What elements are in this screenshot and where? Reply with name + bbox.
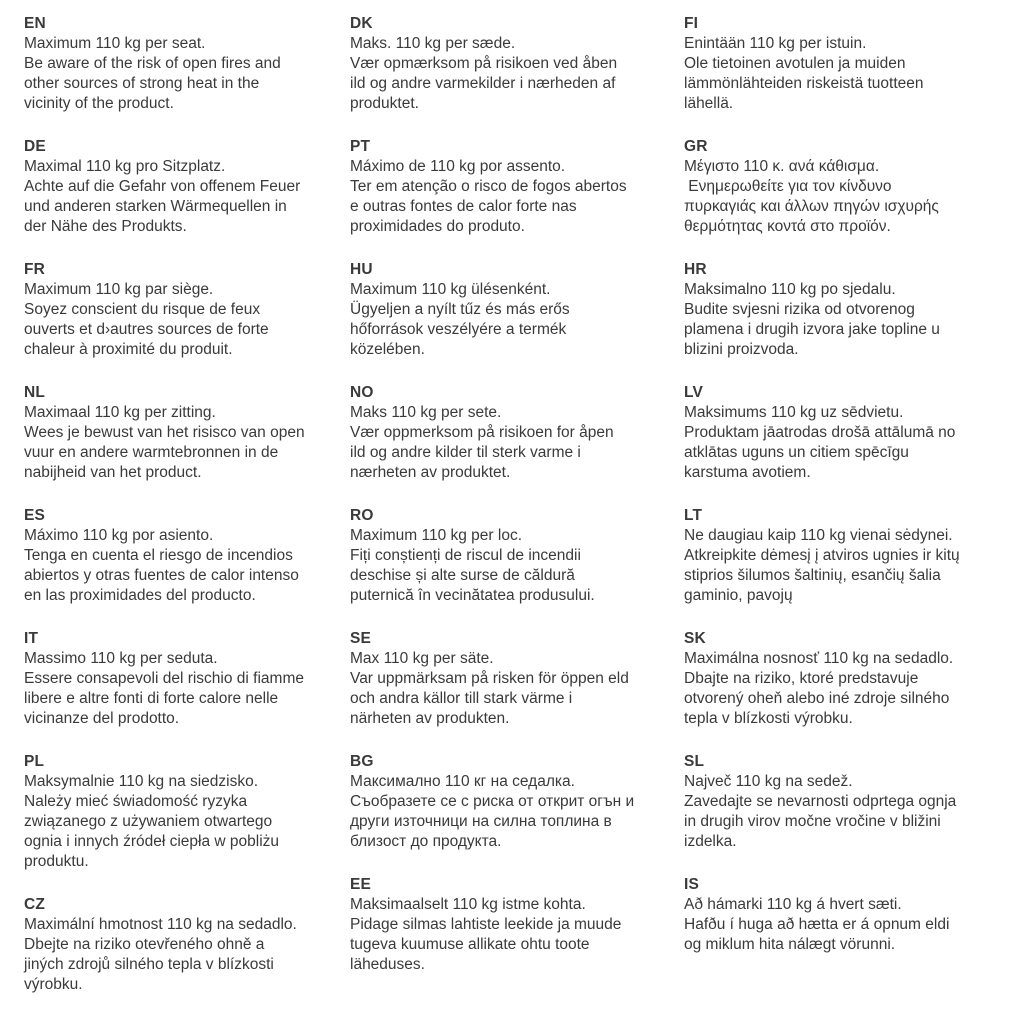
- language-code-label: NO: [350, 384, 374, 401]
- notice-text-line: Maximum 110 kg par siège.: [24, 281, 214, 298]
- language-code-label: HR: [684, 261, 707, 278]
- notice-text-line: Soyez conscient du risque de feux: [24, 301, 261, 318]
- language-block-pl: [24, 752, 350, 872]
- notice-text-line: Budite svjesni rizika od otvorenog: [684, 301, 915, 318]
- notice-text-line: Fiți conștienți de riscul de incendii: [350, 547, 581, 564]
- notice-text-line: ouverts et d›autres sources de forte: [24, 321, 269, 338]
- language-code-label: EN: [24, 15, 46, 32]
- notice-text-line: e outras fontes de calor forte nas: [350, 198, 577, 215]
- language-block-nl: [24, 383, 350, 483]
- notice-text-line: plamena i drugih izvora jake topline u: [684, 321, 940, 338]
- language-code-label: ES: [24, 507, 46, 524]
- notice-text-line: Maximal 110 kg pro Sitzplatz.: [24, 158, 226, 175]
- language-code-label: EE: [350, 876, 372, 893]
- language-code-label: PT: [350, 138, 371, 155]
- notice-text-line: produktet.: [350, 95, 419, 112]
- notice-text-line: tugeva kuumuse allikate ohtu toote: [350, 936, 590, 953]
- language-block-de: [24, 137, 350, 237]
- notice-text-line: Wees je bewust van het risisco van open: [24, 424, 305, 441]
- language-code-label: HU: [350, 261, 373, 278]
- notice-text-line: blizini proizvoda.: [684, 341, 799, 358]
- notice-text-line: vicinity of the product.: [24, 95, 174, 112]
- notice-text-line: Maks. 110 kg per sæde.: [350, 35, 516, 52]
- notice-text-line: Ole tietoinen avotulen ja muiden: [684, 55, 906, 72]
- notice-text-line: der Nähe des Produkts.: [24, 218, 187, 235]
- notice-text-line: other sources of strong heat in the: [24, 75, 260, 92]
- language-block-gr: [684, 137, 1024, 237]
- notice-text-line: Maksimalno 110 kg po sjedalu.: [684, 281, 896, 298]
- language-code-label: LV: [684, 384, 704, 401]
- text-column-1: [24, 14, 350, 1018]
- notice-text-line: Be aware of the risk of open fires and: [24, 55, 281, 72]
- notice-text-line: Съобразете се с риска от открит огън и: [350, 793, 635, 810]
- language-block-se: [350, 629, 684, 729]
- notice-text-line: Μέγιστο 110 κ. ανά κάθισμα.: [684, 158, 880, 175]
- notice-text-line: läheduses.: [350, 956, 425, 973]
- notice-text-line: Maksimaalselt 110 kg istme kohta.: [350, 896, 586, 913]
- notice-text-line: en las proximidades del producto.: [24, 587, 256, 604]
- language-block-en: [24, 14, 350, 114]
- notice-text-line: Maximálna nosnosť 110 kg na sedadlo.: [684, 650, 954, 667]
- notice-text-line: Maximální hmotnost 110 kg na sedadlo.: [24, 916, 297, 933]
- notice-text-line: výrobku.: [24, 976, 83, 993]
- notice-text-line: Maksymalnie 110 kg na siedzisko.: [24, 773, 259, 790]
- notice-text-line: jiných zdrojů silného tepla v blízkosti: [24, 956, 274, 973]
- notice-text-line: Essere consapevoli del rischio di fiamme: [24, 670, 304, 687]
- notice-text-line: Vær oppmerksom på risikoen for åpen: [350, 424, 614, 441]
- notice-text-line: nærheten av produktet.: [350, 464, 511, 481]
- notice-text-line: abiertos y otras fuentes de calor intenso: [24, 567, 299, 584]
- notice-text-line: ild og andre kilder til sterk varme i: [350, 444, 581, 461]
- language-code-label: DK: [350, 15, 373, 32]
- notice-text-line: tepla v blízkosti výrobku.: [684, 710, 853, 727]
- notice-text-line: Massimo 110 kg per seduta.: [24, 650, 218, 667]
- language-code-label: PL: [24, 753, 45, 770]
- language-block-fi: [684, 14, 1024, 114]
- notice-text-line: gaminio, pavojų: [684, 587, 793, 604]
- notice-text-line: libere e altre fonti di forte calore nelle: [24, 690, 279, 707]
- notice-text-line: Pidage silmas lahtiste leekide ja muude: [350, 916, 622, 933]
- notice-text-line: ognia i innych źródeł ciepła w pobliżu: [24, 833, 280, 850]
- notice-text-line: vicinanze del prodotto.: [24, 710, 180, 727]
- notice-text-line: lämmönlähteiden riskeistä tuotteen: [684, 75, 924, 92]
- notice-text-line: deschise și alte surse de căldură: [350, 567, 575, 584]
- notice-text-line: Máximo de 110 kg por assento.: [350, 158, 566, 175]
- language-code-label: LT: [684, 507, 703, 524]
- notice-text-line: karstuma avotiem.: [684, 464, 811, 481]
- notice-text-line: og miklum hita nálægt vörunni.: [684, 936, 896, 953]
- language-block-hu: [350, 260, 684, 360]
- notice-text-line: Maximum 110 kg per loc.: [350, 527, 522, 544]
- language-block-hr: [684, 260, 1024, 360]
- notice-text-line: θερμότητας κοντά στο προϊόν.: [684, 218, 891, 235]
- notice-text-line: nabijheid van het product.: [24, 464, 202, 481]
- notice-text-line: πυρκαγιάς και άλλων πηγών ισχυρής: [684, 198, 939, 215]
- notice-text-line: och andra källor till stark värme i: [350, 690, 573, 707]
- notice-text-line: chaleur à proximité du produit.: [24, 341, 233, 358]
- notice-text-line: közelében.: [350, 341, 425, 358]
- notice-text-line: Ügyeljen a nyílt tűz és más erős: [350, 301, 570, 318]
- language-code-label: BG: [350, 753, 374, 770]
- notice-text-line: stiprios šilumos šaltinių, esančių šalia: [684, 567, 941, 584]
- language-block-bg: [350, 752, 684, 852]
- notice-text-line: produktu.: [24, 853, 89, 870]
- language-block-lt: [684, 506, 1024, 606]
- notice-text-line: puternică în vecinătatea produsului.: [350, 587, 595, 604]
- notice-text-line: Var uppmärksam på risken för öppen eld: [350, 670, 629, 687]
- notice-text-line: izdelka.: [684, 833, 737, 850]
- notice-text-line: Dbejte na riziko otevřeného ohně a: [24, 936, 265, 953]
- notice-text-line: Максимално 110 кг на седалка.: [350, 773, 575, 790]
- text-column-3: [684, 14, 1024, 978]
- language-block-dk: [350, 14, 684, 114]
- notice-text-line: Achte auf die Gefahr von offenem Feuer: [24, 178, 301, 195]
- notice-text-line: Zavedajte se nevarnosti odprtega ognja: [684, 793, 957, 810]
- language-block-sl: [684, 752, 1024, 852]
- text-column-2: [350, 14, 684, 998]
- notice-text-line: Maximum 110 kg per seat.: [24, 35, 206, 52]
- notice-text-line: närheten av produkten.: [350, 710, 510, 727]
- notice-text-line: Maximaal 110 kg per zitting.: [24, 404, 216, 421]
- language-block-es: [24, 506, 350, 606]
- language-block-pt: [350, 137, 684, 237]
- language-code-label: FR: [24, 261, 46, 278]
- notice-text-line: Dbajte na riziko, ktoré predstavuje: [684, 670, 919, 687]
- notice-text-line: Należy mieć świadomość ryzyka: [24, 793, 248, 810]
- notice-text-line: Maks 110 kg per sete.: [350, 404, 502, 421]
- notice-text-line: Enintään 110 kg per istuin.: [684, 35, 867, 52]
- language-code-label: IT: [24, 630, 39, 647]
- notice-text-line: proximidades do produto.: [350, 218, 525, 235]
- notice-text-line: in drugih virov močne vročine v bližini: [684, 813, 941, 830]
- notice-text-line: Maksimums 110 kg uz sēdvietu.: [684, 404, 904, 421]
- notice-text-line: Ne daugiau kaip 110 kg vienai sėdynei.: [684, 527, 953, 544]
- language-code-label: DE: [24, 138, 46, 155]
- notice-text-line: Vær opmærksom på risikoen ved åben: [350, 55, 618, 72]
- notice-text-line: Máximo 110 kg por asiento.: [24, 527, 214, 544]
- notice-text-line: Max 110 kg per säte.: [350, 650, 494, 667]
- notice-text-line: Tenga en cuenta el riesgo de incendios: [24, 547, 293, 564]
- language-code-label: RO: [350, 507, 374, 524]
- notice-text-line: близост до продукта.: [350, 833, 502, 850]
- notice-text-line: Maximum 110 kg ülésenként.: [350, 281, 551, 298]
- language-code-label: CZ: [24, 896, 46, 913]
- notice-text-line: otvorený oheň alebo iné zdroje silného: [684, 690, 950, 707]
- language-block-fr: [24, 260, 350, 360]
- language-block-ee: [350, 875, 684, 975]
- notice-text-line: lähellä.: [684, 95, 734, 112]
- notice-text-line: Atkreipkite dėmesį į atviros ugnies ir kitų: [684, 547, 960, 564]
- notice-text-line: und anderen starken Wärmequellen in: [24, 198, 287, 215]
- notice-text-line: atklātas uguns un citiem spēcīgu: [684, 444, 909, 461]
- language-block-ro: [350, 506, 684, 606]
- notice-text-line: Produktam jāatrodas drošā attālumā no: [684, 424, 956, 441]
- language-block-lv: [684, 383, 1024, 483]
- language-block-is: [684, 875, 1024, 955]
- notice-text-line: Največ 110 kg na sedež.: [684, 773, 853, 790]
- notice-text-line: hőforrások veszélyére a termék: [350, 321, 567, 338]
- notice-text-line: ild og andre varmekilder i nærheden af: [350, 75, 616, 92]
- notice-text-line: Ενημερωθείτε για τον κίνδυνο: [684, 178, 892, 195]
- notice-text-line: związanego z używaniem otwartego: [24, 813, 273, 830]
- language-code-label: SK: [684, 630, 706, 647]
- language-block-cz: [24, 895, 350, 995]
- language-code-label: NL: [24, 384, 46, 401]
- language-code-label: SE: [350, 630, 372, 647]
- language-block-it: [24, 629, 350, 729]
- notice-text-line: Að hámarki 110 kg á hvert sæti.: [684, 896, 902, 913]
- language-code-label: FI: [684, 15, 699, 32]
- language-code-label: IS: [684, 876, 700, 893]
- language-code-label: GR: [684, 138, 708, 155]
- notice-text-line: Ter em atenção o risco de fogos abertos: [350, 178, 627, 195]
- notice-text-line: vuur en andere warmtebronnen in de: [24, 444, 279, 461]
- language-code-label: SL: [684, 753, 705, 770]
- notice-text-line: Hafðu í huga að hætta er á opnum eldi: [684, 916, 950, 933]
- language-block-sk: [684, 629, 1024, 729]
- language-block-no: [350, 383, 684, 483]
- notice-text-line: други източници на силна топлина в: [350, 813, 612, 830]
